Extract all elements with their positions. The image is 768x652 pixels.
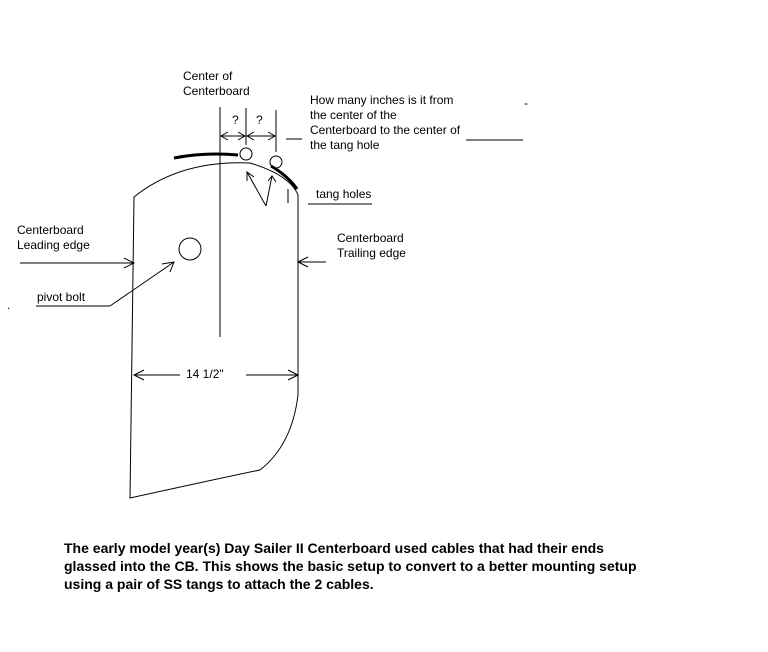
caption-line2: glassed into the CB. This shows the basic setup to convert to a better mounting setup (64, 558, 637, 574)
caption-line1: The early model year(s) Day Sailer II Centerboard used cables that had their ends (64, 540, 604, 556)
trailing-edge-label-line1: Centerboard (337, 231, 404, 245)
question-text-line3: Centerboard to the center of (310, 123, 461, 137)
stray-dot: . (7, 298, 11, 312)
tang-hole-right (270, 156, 282, 168)
center-label-line2: Centerboard (183, 84, 250, 98)
center-label-line1: Center of (183, 69, 233, 83)
caption-line3: using a pair of SS tangs to attach the 2 cables. (64, 576, 374, 592)
trailing-edge-label-line2: Trailing edge (337, 246, 406, 260)
question-mark-2: ? (256, 113, 263, 127)
centerboard-outline (130, 163, 298, 498)
tang-strip-left (174, 154, 238, 158)
question-text-line1: How many inches is it from (310, 93, 454, 107)
diagram-caption (64, 539, 724, 593)
tang-holes-label: tang holes (316, 187, 372, 201)
question-text-line2: the center of the (310, 108, 397, 122)
tang-arrow-head-2 (268, 176, 276, 182)
leading-edge-label-line1: Centerboard (17, 223, 84, 237)
pivot-bolt-label: pivot bolt (37, 290, 86, 304)
question-text-line4: the tang hole (310, 138, 380, 152)
question-mark-1: ? (232, 113, 239, 127)
leading-edge-label-line2: Leading edge (17, 238, 90, 252)
tang-arrow-line-1 (247, 172, 266, 206)
pivot-bolt-hole (179, 238, 201, 260)
pivot-arrow-diag (110, 262, 174, 306)
width-dimension-label: 14 1/2" (186, 367, 224, 381)
tang-strip-right (271, 166, 297, 189)
stray-mark: - (524, 96, 528, 110)
tang-hole-left (240, 148, 252, 160)
tang-arrow-head-1 (247, 172, 254, 181)
